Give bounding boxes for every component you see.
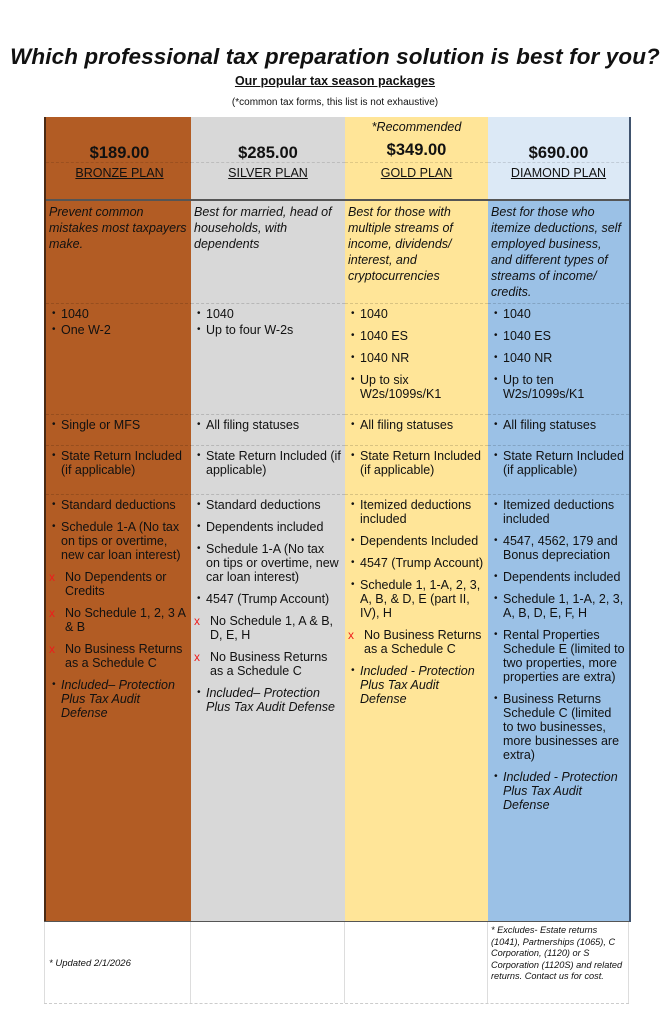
feature-item: • All filing statuses (491, 418, 625, 432)
footer-cell-bronze (44, 922, 191, 1003)
feature-item: • Standard deductions (194, 498, 341, 512)
feature-item: • Schedule 1-A (No tax on tips or overtime, new car loan interest) (194, 542, 341, 584)
plan-header (345, 117, 488, 201)
plan-features (488, 494, 629, 922)
feature-item: • Up to four W-2s (194, 323, 341, 337)
forms-note: (*common tax forms, this list is not exhaustive) (231, 97, 439, 108)
feature-item: • Dependents Included (348, 534, 484, 548)
feature-item: • 1040 (49, 307, 189, 321)
feature-item: • 1040 ES (491, 329, 625, 343)
exclusions-note: * Excludes- Estate returns (1041), Partnerships (1065), C Corporation, (1120) or S Corporation (1120S) and related returns. Contact us for cost. (491, 925, 623, 981)
feature-item: • Up to six W2s/1099s/K1 (348, 373, 484, 401)
feature-item: • Business Returns Schedule C (limited to two businesses, more businesses are extra) (491, 692, 625, 762)
feature-item: • All filing statuses (194, 418, 341, 432)
plan-description: Prevent common mistakes most taxpayers make. (49, 205, 187, 251)
footer-cell-gold (345, 922, 488, 1003)
excluded-feature-item: x No Business Returns as a Schedule C (348, 628, 484, 656)
feature-item: • 1040 (348, 307, 484, 321)
feature-item: • State Return Included (if applicable) (491, 449, 625, 477)
plan-header (191, 117, 345, 201)
updated-date: * Updated 2/1/2026 (49, 958, 131, 969)
feature-item: • 1040 ES (348, 329, 484, 343)
divider (44, 1003, 629, 1004)
plan-column-silver (191, 117, 345, 922)
footer-cell-diamond (488, 922, 629, 1003)
plan-features (345, 494, 488, 922)
plan-state-return (488, 445, 629, 494)
feature-item: • Dependents included (194, 520, 341, 534)
feature-item: • Standard deductions (49, 498, 189, 512)
feature-item: • State Return Included (if applicable) (49, 449, 189, 477)
plan-forms (46, 303, 193, 414)
plan-name: GOLD PLAN (380, 166, 453, 180)
feature-item: • 4547, 4562, 179 and Bonus depreciation (491, 534, 625, 562)
plan-description: Best for those who itemize deductions, self employed business, and different types of streams of income/ credits. (491, 205, 621, 299)
feature-item: • Schedule 1, 1-A, 2, 3, A, B, D, E, F, H (491, 592, 625, 620)
plan-forms (488, 303, 629, 414)
plan-features (191, 494, 345, 922)
feature-item: • Included– Protection Plus Tax Audit Defense (49, 678, 189, 720)
footer-cell-silver (191, 922, 345, 1003)
recommended-label: *Recommended (371, 120, 462, 134)
feature-item: • 1040 NR (348, 351, 484, 365)
plan-state-return (46, 445, 193, 494)
feature-item: • State Return Included (if applicable) (348, 449, 484, 477)
plan-price: $189.00 (89, 144, 150, 162)
excluded-feature-item: x No Schedule 1, A & B, D, E, H (194, 614, 341, 642)
plan-name: SILVER PLAN (228, 166, 308, 180)
feature-item: • One W-2 (49, 323, 189, 337)
divider (488, 162, 629, 163)
excluded-feature-item: x No Business Returns as a Schedule C (49, 642, 189, 670)
feature-item: • Up to ten W2s/1099s/K1 (491, 373, 625, 401)
plan-price: $349.00 (386, 141, 447, 159)
feature-item: • Included - Protection Plus Tax Audit Defense (491, 770, 625, 812)
feature-item: • All filing statuses (348, 418, 484, 432)
feature-item: • State Return Included (if applicable) (194, 449, 341, 477)
divider (191, 162, 345, 163)
plan-features (46, 494, 193, 922)
plan-column-bronze (44, 117, 193, 922)
page-subtitle: Our popular tax season packages (234, 74, 436, 88)
feature-item: • 1040 (491, 307, 625, 321)
divider (345, 162, 488, 163)
plan-column-gold (345, 117, 488, 922)
feature-item: • Schedule 1, 1-A, 2, 3, A, B, & D, E (part II, IV), H (348, 578, 484, 620)
plan-header (46, 117, 193, 201)
plan-state-return (345, 445, 488, 494)
plan-forms (191, 303, 345, 414)
plan-filing-status (488, 414, 629, 445)
plan-header (488, 117, 629, 201)
feature-item: • 4547 (Trump Account) (194, 592, 341, 606)
plan-filing-status (191, 414, 345, 445)
plan-name: BRONZE PLAN (75, 166, 164, 180)
excluded-feature-item: x No Dependents or Credits (49, 570, 189, 598)
feature-item: • Dependents included (491, 570, 625, 584)
plan-filing-status (46, 414, 193, 445)
plan-forms (345, 303, 488, 414)
plan-description: Best for those with multiple streams of income, dividends/ interest, and cryptocurrencies (348, 205, 453, 283)
feature-item: • Single or MFS (49, 418, 189, 432)
feature-item: • Itemized deductions included (348, 498, 484, 526)
feature-item: • 4547 (Trump Account) (348, 556, 484, 570)
feature-item: • Included - Protection Plus Tax Audit Defense (348, 664, 484, 706)
feature-item: • Rental Properties Schedule E (limited to two properties, more properties are extra) (491, 628, 625, 684)
plan-name: DIAMOND PLAN (510, 166, 607, 180)
plan-state-return (191, 445, 345, 494)
divider (46, 162, 193, 163)
feature-item: • Schedule 1-A (No tax on tips or overtime, new car loan interest) (49, 520, 189, 562)
excluded-feature-item: x No Schedule 1, 2, 3 A & B (49, 606, 189, 634)
page-title: Which professional tax preparation solution is best for you? (10, 44, 660, 69)
feature-item: • Itemized deductions included (491, 498, 625, 526)
plan-filing-status (345, 414, 488, 445)
feature-item: • 1040 NR (491, 351, 625, 365)
feature-item: • 1040 (194, 307, 341, 321)
plan-price: $285.00 (238, 144, 298, 162)
plan-price: $690.00 (528, 144, 589, 162)
plan-column-diamond (488, 117, 631, 922)
excluded-feature-item: x No Business Returns as a Schedule C (194, 650, 341, 678)
plan-description: Best for married, head of households, with dependents (194, 205, 332, 251)
feature-item: • Included– Protection Plus Tax Audit Defense (194, 686, 341, 714)
